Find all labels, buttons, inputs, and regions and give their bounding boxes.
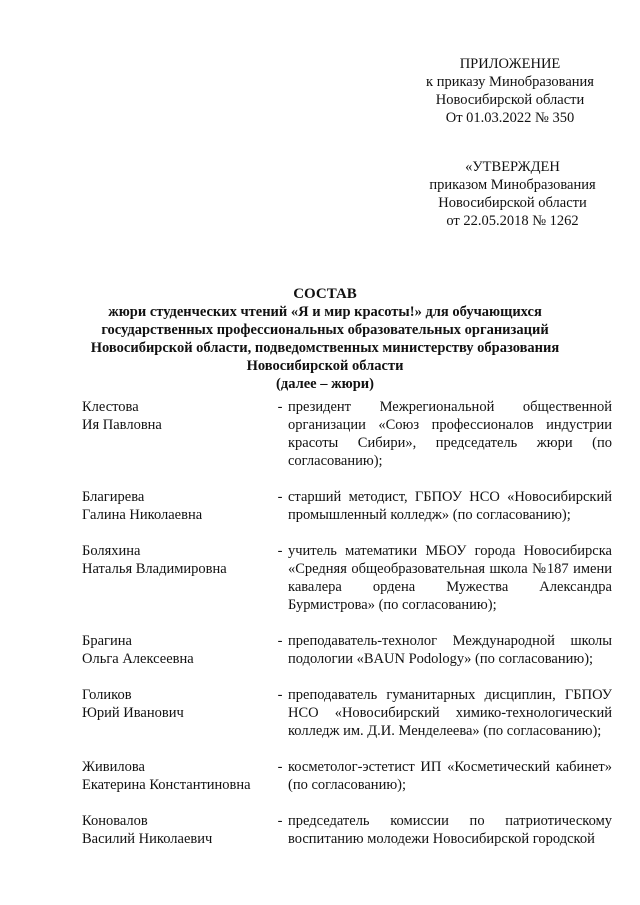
title-line: жюри студенческих чтений «Я и мир красоты!» для обучающихся — [108, 304, 542, 320]
document-title — [70, 285, 580, 393]
member-surname: Брагина — [82, 633, 132, 649]
title-line: Новосибирской области — [246, 358, 404, 374]
member-name — [82, 812, 272, 848]
jury-member — [82, 758, 612, 794]
member-description: учитель математики МБОУ города Новосибирска «Средняя общеобразовательная школа №187 имени кавалера ордена Мужества Александра Бурмистрова» (по согласованию); — [288, 543, 612, 613]
jury-member — [82, 632, 612, 668]
member-description: косметолог-эстетист ИП «Косметический кабинет» (по согласованию); — [288, 759, 612, 793]
member-surname: Благирева — [82, 489, 145, 505]
member-name — [82, 632, 272, 668]
member-dash: - — [277, 543, 283, 559]
approved-line: приказом Минобразования — [429, 177, 596, 193]
member-given-name: Наталья Владимировна — [82, 561, 227, 577]
approved-line: от 22.05.2018 № 1262 — [446, 213, 579, 229]
appendix-line: к приказу Минобразования — [426, 74, 594, 90]
title-line: Новосибирской области, подведомственных министерству образования — [90, 340, 560, 356]
member-given-name: Екатерина Константиновна — [82, 777, 251, 793]
member-given-name: Ольга Алексеевна — [82, 651, 194, 667]
appendix-line: ПРИЛОЖЕНИЕ — [459, 56, 561, 72]
approved-line: «УТВЕРЖДЕН — [465, 159, 560, 175]
member-dash: - — [277, 687, 283, 703]
appendix-header — [400, 55, 620, 127]
member-given-name: Василий Николаевич — [82, 831, 213, 847]
member-description: старший методист, ГБПОУ НСО «Новосибирский промышленный колледж» (по согласованию); — [288, 489, 612, 523]
jury-member — [82, 542, 612, 614]
member-description: преподаватель-технолог Международной школы подологии «BAUN Podology» (по согласованию); — [288, 633, 612, 667]
member-name — [82, 758, 272, 794]
member-dash: - — [277, 759, 283, 775]
jury-member-list — [82, 398, 612, 866]
member-description: председатель комиссии по патриотическому воспитанию молодежи Новосибирской городской — [288, 813, 612, 847]
member-dash: - — [277, 813, 283, 829]
member-name — [82, 686, 272, 722]
member-description: президент Межрегиональной общественной организации «Союз профессионалов индустрии красоты Сибири», председатель жюри (по согласованию); — [288, 399, 612, 469]
member-description: преподаватель гуманитарных дисциплин, ГБПОУ НСО «Новосибирский химико-технологический колледж им. Д.И. Менделеева» (по согласованию); — [288, 687, 612, 739]
member-dash: - — [277, 489, 283, 505]
jury-member — [82, 812, 612, 848]
appendix-line: Новосибирской области — [435, 92, 585, 108]
member-surname: Живилова — [82, 759, 145, 775]
jury-member — [82, 398, 612, 470]
member-name — [82, 398, 272, 434]
appendix-line: От 01.03.2022 № 350 — [445, 110, 575, 126]
jury-member — [82, 488, 612, 524]
approved-line: Новосибирской области — [438, 195, 587, 211]
member-dash: - — [277, 633, 283, 649]
jury-member — [82, 686, 612, 740]
member-surname: Голиков — [82, 687, 132, 703]
member-surname: Боляхина — [82, 543, 141, 559]
member-name — [82, 542, 272, 578]
member-name — [82, 488, 272, 524]
approved-header — [405, 158, 620, 230]
member-given-name: Юрий Иванович — [82, 705, 184, 721]
title-line: (далее – жюри) — [276, 376, 374, 392]
member-surname: Клестова — [82, 399, 139, 415]
title-line: государственных профессиональных образовательных организаций — [101, 322, 549, 338]
member-surname: Коновалов — [82, 813, 148, 829]
member-dash: - — [277, 399, 283, 415]
member-given-name: Ия Павловна — [82, 417, 162, 433]
member-given-name: Галина Николаевна — [82, 507, 203, 523]
title-heading: СОСТАВ — [293, 286, 357, 302]
